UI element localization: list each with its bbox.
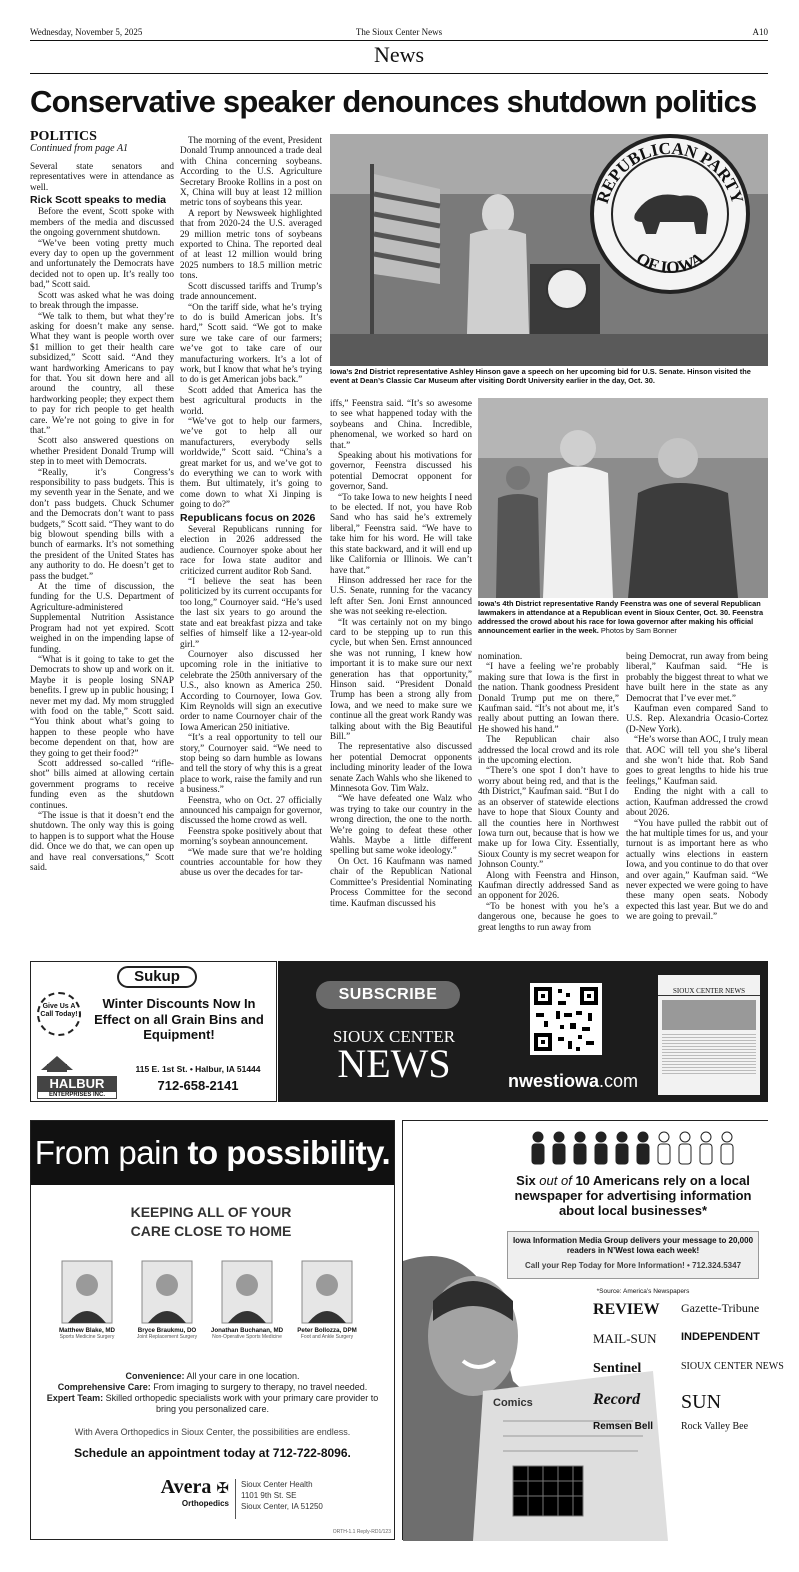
paper-logo: SIOUX CENTER NEWS xyxy=(681,1361,784,1372)
paper-logo: REVIEW xyxy=(593,1301,660,1318)
mini-masthead: SIOUX CENTER NEWS xyxy=(658,987,760,996)
avera-brand: Avera xyxy=(160,1476,212,1498)
paragraph: “There’s one spot I don’t have to worry about being red, and that is the 4th District,” Kaufman said. “But I do as an observer of statewide elections have to hope that Sioux County and all the counties here in Northwest Iowa turn out, because that is how we make up for Iowa City. Essentially, Sioux County is my secret weapon for Johnson County.” xyxy=(478,765,619,870)
avera-bullet xyxy=(41,1382,384,1393)
paragraph: “What is it going to take to get the Democrats to show up and work on it. Maybe it is people losing SNAP benefits. I grew up in public housing; I never met my dad. My mom struggled with food on the table,” Scott said. “You think about what’s going to happen to these people who have become dependent on that, how are they going to get their food?” xyxy=(30,653,174,758)
person-icon xyxy=(550,1131,568,1165)
iimg-call[interactable]: Call your Rep Today for More Information! • 712.324.5347 xyxy=(524,1261,742,1270)
paragraph: “I have a feeling we’re probably making sure that Iowa is the first in the nation. Thank goodness President Donald Trump put me on there,” Kaufman said. “It’s not about me, it’s really about putting an Iowan there. He showed his hand.” xyxy=(478,661,619,734)
article-col-5 xyxy=(626,651,768,950)
paper-logo: MAIL-SUN xyxy=(593,1331,657,1346)
paragraph: Kaufman even compared Sand to U.S. Rep. Alexandria Ocasio-Cortez (D-New York). xyxy=(626,703,768,734)
paragraph: “He’s worse than AOC, I truly mean that. AOC will tell you she’s liberal and she won’t hide that. Rob Sand goes to great lengths to hide his true feelings,” Kaufman said. xyxy=(626,734,768,786)
paper-logo: Sentinel xyxy=(593,1361,642,1376)
bullet-text: Skilled orthopedic specialists work with your primary care provider to bring you personalized care. xyxy=(103,1393,379,1414)
avera-cta[interactable]: Schedule an appointment today at 712-722-8096. xyxy=(74,1446,351,1460)
paragraph: Scott addressed so-called “rifle-shot” bills aimed at allowing certain government programs to receive funding even as the shutdown continues. xyxy=(30,757,174,810)
doctor-name: Jonathan Buchanan, MD xyxy=(210,1327,284,1334)
kicker: POLITICS xyxy=(30,129,97,144)
photo-hinson-caption: Iowa’s 2nd District representative Ashley Hinson gave a speech on her upcoming bid for U.S. Senate. Hinson visited the event at Dean’s Classic Car Museum after visiting Dordt University earlier in the day, Oct. 30. xyxy=(330,367,751,385)
folio xyxy=(30,27,768,39)
barn-icon xyxy=(37,1052,117,1072)
avera-subheadline: KEEPING ALL OF YOUR CARE CLOSE TO HOME xyxy=(130,1204,292,1239)
paragraph: Scott discussed tariffs and Trump’s trade announcement. xyxy=(180,280,322,302)
doctor-card xyxy=(289,1261,365,1340)
headline-outof: out of xyxy=(539,1173,572,1188)
iimg-info-box xyxy=(507,1231,759,1279)
article-col-2 xyxy=(180,135,322,950)
iimg-headline xyxy=(503,1173,763,1218)
banner-part-b: to possibility. xyxy=(187,1134,391,1171)
article-col-1 xyxy=(30,129,174,950)
person-icon xyxy=(718,1131,736,1165)
paragraph: At the time of discussion, the funding for the U.S. Department of Agriculture-administered Supplemental Nutrition Assistance Program had not yet expired. Scott weighed in on the impending lapse of funding. xyxy=(30,581,174,654)
address-line: Sioux Center, IA 51250 xyxy=(241,1502,323,1511)
folio-page: A10 xyxy=(752,27,768,37)
iimg-source: *Source: America’s Newspapers xyxy=(596,1288,690,1295)
doctor-portrait xyxy=(142,1261,192,1323)
qr-code-icon[interactable] xyxy=(530,983,602,1055)
paragraph: The Republican chair also addressed the local crowd and its role in the upcoming election. xyxy=(478,734,619,766)
paragraph: “We have defeated one Walz who was trying to take our country in the wrong direction, the one to the north. We’re going to defeat these other Wahls. Maybe a little different spelling but same woke ideology.” xyxy=(330,793,472,856)
avera-banner xyxy=(31,1121,394,1185)
paragraph: “You have pulled the rabbit out of the hat multiple times for us, and your turnout is as important here as who actually wins elections in eastern Iowa, and you continue to do that over and over again,” Kaufman said. “We never expected we were going to have these many open seats. Nobody expected this last year. But we do and we are going to prevail.” xyxy=(626,817,768,922)
paragraph: Ending the night with a call to action, Kaufman addressed the crowd about 2026. xyxy=(626,786,768,818)
avera-tagline: With Avera Orthopedics in Sioux Center, the possibilities are endless. xyxy=(74,1427,351,1437)
avera-cross-icon: ✠ xyxy=(216,1479,229,1497)
avera-address xyxy=(241,1479,381,1512)
paragraph: “We’ve got to help our farmers, we’ve got to help all our manufacturers, everybody sells worldwide,” Scott said. “China’s a great market for us, and we’ve got to do everything we can to work with them. But ultimately, it’s going to come down to what Xi Jinping is going to do?” xyxy=(180,415,322,510)
subhead: Rick Scott speaks to media xyxy=(30,194,166,207)
paragraph: Before the event, Scott spoke with members of the media and discussed the ongoing government shutdown. xyxy=(30,206,174,238)
paragraph: “I believe the seat has been politicized by its current occupants for too long,” Cournoyer said. “He’s used the last six years to go around the state and eat breakfast pizza and take selfies of himself like a 12-year-old girl.” xyxy=(180,576,322,649)
paragraph: The representative also discussed her potential Democrat opponents including minority leader of the Iowa senate Zach Wahls who she likened to Minnesota Gov. Tim Walz. xyxy=(330,741,472,794)
person-icon xyxy=(676,1131,694,1165)
col2-body xyxy=(180,135,322,878)
halbur-sub: ENTERPRISES INC. xyxy=(37,1091,117,1099)
paragraph: Scott was asked what he was doing to break through the impasse. xyxy=(30,289,174,311)
banner-part-a: From pain xyxy=(34,1134,188,1171)
col1-body xyxy=(30,161,174,873)
paper-logo: Gazette-Tribune xyxy=(681,1301,760,1315)
col4-body xyxy=(478,651,619,932)
paragraph: “To be honest with you he’s a dangerous one, because he goes to great lengths to run away from xyxy=(478,900,619,932)
people-icon-row xyxy=(529,1131,739,1167)
doctor-card xyxy=(49,1261,125,1340)
headline-rest: rely on a local newspaper for advertising information about local businesses* xyxy=(514,1173,752,1218)
headline-ten: 10 Americans xyxy=(571,1173,664,1188)
paragraph: Several state senators and representatives were in attendance as well. xyxy=(30,160,174,192)
site-url[interactable] xyxy=(498,1071,648,1092)
ad-subscribe[interactable] xyxy=(278,961,768,1102)
address-line: Sioux Center Health xyxy=(241,1480,313,1489)
paper-logo: Record xyxy=(593,1391,641,1408)
ad-sukup[interactable] xyxy=(30,961,277,1102)
person-icon xyxy=(529,1131,547,1165)
paragraph: iffs,” Feenstra said. “It’s so awesome to see what happened today with the soybeans and China. Incredible, phenomenal, we worked so hard on that.” xyxy=(330,398,472,450)
call-badge: Give Us A Call Today! xyxy=(37,992,81,1036)
ad-avera[interactable] xyxy=(30,1120,395,1540)
paper-logo: INDEPENDENT xyxy=(681,1331,760,1343)
doctor-specialty: Foot and Ankle Surgery xyxy=(300,1334,354,1340)
headline-six: Six xyxy=(516,1173,540,1188)
photo-hinson-art xyxy=(330,134,768,366)
doctor-portrait xyxy=(302,1261,352,1323)
site-url-prefix: nwestiowa xyxy=(507,1071,599,1091)
mini-newspaper xyxy=(658,975,760,1095)
article-col-4 xyxy=(478,651,619,950)
person-icon xyxy=(655,1131,673,1165)
avera-bullets xyxy=(41,1371,384,1415)
halbur-name: HALBUR xyxy=(37,1076,117,1091)
folio-date: Wednesday, November 5, 2025 xyxy=(30,27,143,37)
republican-seal-icon xyxy=(592,136,748,292)
doctor-row xyxy=(49,1261,379,1351)
avera-logo xyxy=(119,1476,229,1508)
masthead-bottom: NEWS xyxy=(337,1041,451,1086)
paragraph: “On the tariff side, what he’s trying to do is build American jobs. It’s hard,” Scott said. “We got to make sure we take care of our farmers; we’ve got to take care of our manufacturing workers. It’s a lot of work, but I know that what he’s trying to do is get American jobs back.” xyxy=(180,301,322,385)
doctor-name: Bryce Braukmu, DO xyxy=(137,1327,197,1334)
article-col-3 xyxy=(330,398,472,950)
paragraph: Along with Feenstra and Hinson, Kaufman directly addressed Sand as an opponent for 2026. xyxy=(478,869,619,901)
doctor-card xyxy=(129,1261,205,1340)
bullet-label: Expert Team: xyxy=(46,1393,104,1403)
doctor-portrait xyxy=(62,1261,112,1323)
photo-feenstra xyxy=(478,398,768,598)
halbur-phone: 712-658-2141 xyxy=(157,1078,239,1093)
paragraph: Feenstra spoke positively about that morning’s soybean announcement. xyxy=(180,825,322,847)
doctor-specialty: Sports Medicine Surgery xyxy=(59,1334,115,1340)
paragraph: Feenstra, who on Oct. 27 officially announced his campaign for governor, discussed the home crowd as well. xyxy=(180,794,322,826)
section-title: News xyxy=(373,42,425,67)
paragraph: Several Republicans running for election in 2026 addressed the audience. Cournoyer spoke about her race for Iowa state auditor and criticized current auditor Rob Sand. xyxy=(180,524,322,576)
avera-brand-sub: Orthopedics xyxy=(181,1499,229,1508)
photo-hinson xyxy=(330,134,768,366)
iimg-body: Iowa Information Media Group delivers your message to 20,000 readers in N’West Iowa each week! xyxy=(512,1236,754,1255)
sukup-logo: Sukup xyxy=(117,966,197,988)
photo-feenstra-art xyxy=(478,398,768,598)
paragraph: “We’ve been voting pretty much every day to open up the government and unfortunately the Democrats have decided not to open up. It’s really too bad,” Scott said. xyxy=(30,237,174,290)
mini-photo xyxy=(662,1000,756,1030)
address-line: 1101 9th St. SE xyxy=(241,1491,297,1500)
paragraph: On Oct. 16 Kaufmann was named chair of the Republican National Committee’s Presidential Nominating Process Committee for the second time. Kaufman discussed his xyxy=(330,855,472,908)
person-icon xyxy=(697,1131,715,1165)
paragraph: A report by Newsweek highlighted that from 2020-24 the U.S. averaged 29 million metric tons of soybeans exported to China. The reported deal of at least 12 million would bring 2025 numbers to 18.5 million metric tons. xyxy=(180,207,322,281)
person-icon xyxy=(613,1131,631,1165)
halbur-logo xyxy=(37,1052,117,1096)
seal-bottom-text: OF IOWA xyxy=(633,248,707,278)
photo-feenstra-caption-text: Iowa’s 4th District representative Randy Feenstra was one of several Republican lawmakers in attendance at a Republican event in Sioux Center, Oct. 30. Feenstra addressed the crowd about his race for Iowa governor after making his official announcement earlier in the week. xyxy=(478,599,764,635)
doctor-name: Peter Bollozza, DPM xyxy=(297,1327,357,1334)
mini-text xyxy=(662,1034,756,1074)
person-icon xyxy=(571,1131,589,1165)
paper-logo: SUN xyxy=(681,1391,722,1413)
paper-logos xyxy=(593,1301,784,1461)
photo-feenstra-caption xyxy=(478,599,768,635)
subscribe-button[interactable]: SUBSCRIBE xyxy=(316,981,460,1009)
bullet-label: Comprehensive Care: xyxy=(57,1382,151,1392)
bullet-label: Convenience: xyxy=(125,1371,185,1381)
avera-bullet xyxy=(41,1393,384,1415)
paragraph: Hinson addressed her race for the U.S. Senate, running for the vacancy left after Sen. Joni Ernst announced she was not seeking re-election. xyxy=(330,574,472,617)
person-icon xyxy=(634,1131,652,1165)
paper-logo: Remsen Bell xyxy=(593,1421,654,1432)
continued-line: Continued from page A1 xyxy=(30,143,129,155)
folio-rule xyxy=(30,40,768,41)
logo-divider xyxy=(235,1479,236,1519)
paper-logo: Rock Valley Bee xyxy=(681,1421,749,1432)
paragraph: “It was certainly not on my bingo card to be stepping up to run this cycle, but when Sen. Ernst announced she was not running, I knew how important it is to make sure our next generation has that opportunity,” Hinson said. “President Donald Trump has been a strong ally from Iowa, and we need to make sure we continue all the great work Randy was talking about with the Big Beautiful Bill.” xyxy=(330,616,472,741)
paragraph: “Really, it’s Congress’s responsibility to pass budgets. This is my seventh year in the Senate, and we don’t pass budgets. Chuck Schumer and the Democrats don’t want to pass budgets,” Scott said. “They want to do big blowout spending bills with a bunch of earmarks. It’s not something the president of the United States has any authority to do. He doesn’t get to pass the budget.” xyxy=(30,466,174,581)
paragraph: “We made sure that we’re holding countries accountable for how they abuse us over the decades for tar- xyxy=(180,846,322,878)
paragraph: “It’s a real opportunity to tell our story,” Cournoyer said. “We need to stop being so darn humble as Iowans and tell the story of why this is a great place to work, raise the family and run a business.” xyxy=(180,732,322,795)
paragraph: “The issue is that it doesn’t end the shutdown. The only way this is going to happen is to support what the House did. Once we do that, we can open up and have real conversations,” Scott said. xyxy=(30,810,174,873)
col5-body xyxy=(626,651,768,922)
section-rule xyxy=(30,73,768,74)
avera-code: ORTH-1.1 Reply-RD1/123 xyxy=(332,1529,391,1535)
paragraph: “To take Iowa to new heights I need to be elected. If not, you have Rob Sand who has said he’s extremely liberal,” Feenstra said. “We have to take him for his word. He will take this state backward, and it will end up like California or Illinois. We can’t have that.” xyxy=(330,491,472,575)
folio-paper: The Sioux Center News xyxy=(355,27,443,37)
ad-iimg[interactable] xyxy=(402,1120,784,1540)
doctor-portrait xyxy=(222,1261,272,1323)
paragraph: Scott also answered questions on whether President Donald Trump will step in to meet with Democrats. xyxy=(30,435,174,467)
subhead: Republicans focus on 2026 xyxy=(180,511,316,524)
halbur-address: 115 E. 1st St. • Halbur, IA 51444 xyxy=(135,1064,261,1074)
doctor-specialty: Non-Operative Sports Medicine xyxy=(212,1334,282,1340)
sukup-headline: Winter Discounts Now In Effect on all Grain Bins and Equipment! xyxy=(94,996,264,1042)
paragraph: The morning of the event, President Donald Trump announced a trade deal with China concerning soybeans. According to the U.S. Agriculture Secretary Brooke Rollins in a post on X, China will buy at least 12 million metric tons of soybeans this year. xyxy=(180,135,322,208)
site-url-suffix: .com xyxy=(599,1071,639,1091)
masthead-top: SIOUX CENTER xyxy=(332,1027,456,1046)
headline: Conservative speaker denounces shutdown politics xyxy=(30,84,757,119)
paragraph: being Democrat, run away from being liberal,” Kaufman said. “He is probably the biggest threat to what we have built here in the state as any Democrat that I’ve ever met.” xyxy=(626,651,768,703)
seal-top-text: REPUBLICAN PARTY xyxy=(592,138,748,206)
paragraph: Cournoyer also discussed her upcoming role in the initiative to celebrate the 250th anniversary of the U.S., also known as America 250. According to Cournoyer, Iowa Gov. Kim Reynolds will sign an executive order to name Cournoyer chair of the Iowa American 250 initiative. xyxy=(180,648,322,732)
paragraph: Speaking about his motivations for governor, Feenstra discussed his potential Democrat opponent for governor, Sand. xyxy=(330,450,472,492)
col3-body xyxy=(330,398,472,908)
bullet-text: From imaging to surgery to therapy, no travel needed. xyxy=(150,1382,368,1392)
doctor-card xyxy=(209,1261,285,1340)
paragraph: “We talk to them, but what they’re asking for doesn’t make any sense. What they want is people worth over $1 million to get their health care subsidized,” Scott said. “And they want hardworking Americans to pay for that. You sit down here and all around the country, all these hardworking people; they expect them to pay for rich people to get health care. We’re not going to give in for that.” xyxy=(30,310,174,435)
doctor-name: Matthew Blake, MD xyxy=(58,1327,116,1334)
newspaper-comics-text: Comics xyxy=(493,1397,533,1409)
bullet-text: All your care in one location. xyxy=(184,1371,300,1381)
paragraph: Scott added that America has the best agricultural products in the world. xyxy=(180,384,322,416)
avera-bullet xyxy=(41,1371,384,1382)
paragraph: nomination. xyxy=(478,651,523,661)
person-icon xyxy=(592,1131,610,1165)
doctor-specialty: Joint Replacement Surgery xyxy=(136,1334,198,1340)
photo-credit: Photos by Sam Bonner xyxy=(600,626,677,635)
podium-seal xyxy=(547,269,587,309)
